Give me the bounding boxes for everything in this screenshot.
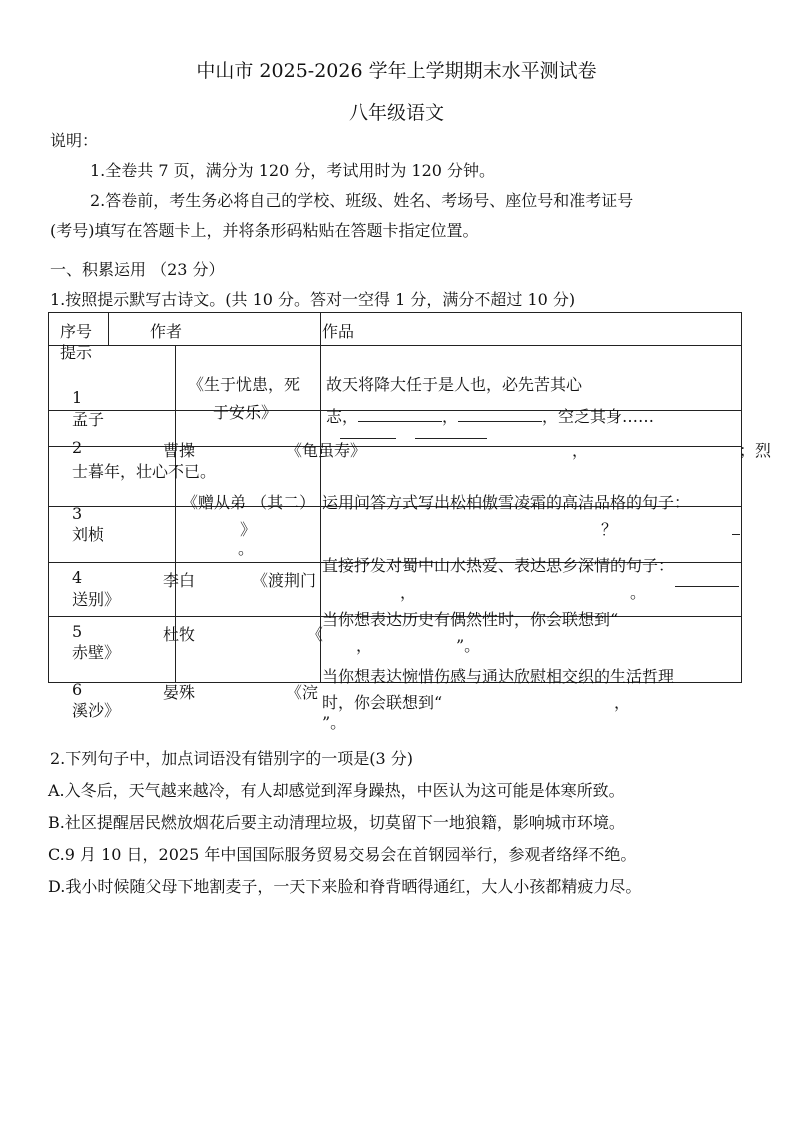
row-2-hint-cont: 士暮年，壮心不已。 bbox=[72, 462, 217, 481]
row-5-work-cont: 赤壁》 bbox=[72, 643, 121, 662]
row-4-work: 《渡荆门 bbox=[252, 571, 317, 590]
table-header-work: 作品 bbox=[322, 322, 355, 341]
instruction-item-1: 1.全卷共 7 页，满分为 120 分，考试用时为 120 分钟。 bbox=[90, 161, 496, 180]
row-6-author: 晏殊 bbox=[163, 683, 196, 702]
row-2-hint-end: ；烈 bbox=[739, 441, 772, 460]
row-1-work-cont: 于安乐》 bbox=[213, 403, 278, 422]
row-6-hint-comma: ， bbox=[614, 693, 631, 712]
row-1-num: 1 bbox=[72, 388, 83, 407]
answer-blank[interactable] bbox=[358, 407, 442, 422]
row-3-author: 刘桢 bbox=[72, 525, 105, 544]
row-5-hint-comma: ， bbox=[356, 636, 373, 655]
row-5-num: 5 bbox=[72, 622, 83, 641]
row-6-hint-cont: 时，你会联想到“ bbox=[322, 693, 443, 712]
q2-option-d[interactable]: D.我小时候随父母下地割麦子，一天下来脸和脊背晒得通红，大人小孩都精疲力尽。 bbox=[48, 877, 642, 896]
answer-blank[interactable] bbox=[458, 407, 542, 422]
row-4-work-cont: 送别》 bbox=[72, 590, 121, 609]
row-6-hint-end: ”。 bbox=[322, 713, 347, 732]
answer-blank[interactable] bbox=[340, 424, 396, 439]
q1-prompt: 1.按照提示默写古诗文。(共 10 分。答对一空得 1 分，满分不超过 10 分) bbox=[50, 290, 576, 309]
answer-blank[interactable] bbox=[675, 572, 739, 587]
row-3-work-cont: 》 bbox=[240, 520, 257, 539]
row-4-num: 4 bbox=[72, 568, 83, 587]
row-2-work: 《龟虽寿》 bbox=[286, 441, 367, 460]
row-6-work: 《浣 bbox=[286, 683, 319, 702]
row-4-hint-end: 。 bbox=[630, 583, 647, 602]
answer-blank[interactable] bbox=[732, 520, 740, 535]
row-3-hint-end: 。 bbox=[238, 539, 255, 558]
q2-option-b[interactable]: B.社区提醒居民燃放烟花后要主动清理垃圾，切莫留下一地狼籍，影响城市环境。 bbox=[48, 813, 625, 832]
q2-option-a[interactable]: A.入冬后，天气越来越冷，有人却感觉到浑身躁热，中医认为这可能是体寒所致。 bbox=[48, 781, 625, 800]
instruction-item-2: 2.答卷前，考生务必将自己的学校、班级、姓名、考场号、座位号和准考证号 bbox=[90, 191, 634, 210]
q2-prompt: 2.下列句子中，加点词语没有错别字的一项是(3 分) bbox=[50, 749, 414, 768]
row-2-hint-mid: ， bbox=[572, 441, 589, 460]
row-2-num: 2 bbox=[72, 438, 83, 457]
row-3-work: 《赠从弟 （其二） bbox=[182, 493, 316, 512]
row-4-hint: 直接抒发对蜀中山水热爱、表达思乡深情的句子： bbox=[322, 556, 675, 575]
row-5-hint-end: ”。 bbox=[456, 636, 481, 655]
row-4-hint-comma: ， bbox=[400, 583, 417, 602]
exam-subject: 八年级语文 bbox=[348, 102, 444, 124]
q2-option-c[interactable]: C.9 月 10 日，2025 年中国国际服务贸易交易会在首钢园举行，参观者络绎不绝。 bbox=[48, 845, 637, 864]
exam-title: 中山市 2025-2026 学年上学期期末水平测试卷 bbox=[196, 60, 597, 82]
row-1-hint-cont: 志， ， ，空乏其身…… bbox=[326, 407, 655, 426]
answer-blank[interactable] bbox=[415, 424, 487, 439]
row-3-hint: 运用问答方式写出松柏傲雪凌霜的高洁品格的句子： bbox=[322, 493, 691, 512]
row-1-author: 孟子 bbox=[72, 410, 105, 429]
instructions-label: 说明： bbox=[50, 131, 99, 150]
row-5-hint: 当你想表达历史有偶然性时，你会联想到“ bbox=[322, 610, 619, 629]
row-5-author: 杜牧 bbox=[163, 625, 196, 644]
table-header-author: 作者 bbox=[150, 322, 183, 341]
row-5-work: 《 bbox=[307, 625, 324, 644]
row-6-num: 6 bbox=[72, 680, 83, 699]
row-1-hint: 故天将降大任于是人也，必先苦其心 bbox=[326, 375, 583, 394]
table-header-hint: 提示 bbox=[60, 343, 93, 362]
row-4-author: 李白 bbox=[163, 571, 196, 590]
row-6-work-cont: 溪沙》 bbox=[72, 701, 121, 720]
section-heading: 一、积累运用 （23 分） bbox=[50, 260, 225, 279]
row-2-author: 曹操 bbox=[163, 441, 196, 460]
row-6-hint: 当你想表达惋惜伤感与通达欣慰相交织的生活哲理 bbox=[322, 667, 675, 686]
row-3-hint-q: ？ bbox=[601, 520, 618, 539]
instruction-item-2-cont: (考号)填写在答题卡上，并将条形码粘贴在答题卡指定位置。 bbox=[50, 221, 479, 240]
row-1-work: 《生于忧患，死 bbox=[188, 375, 301, 394]
row-3-num: 3 bbox=[72, 504, 83, 523]
table-header-num: 序号 bbox=[60, 322, 93, 341]
